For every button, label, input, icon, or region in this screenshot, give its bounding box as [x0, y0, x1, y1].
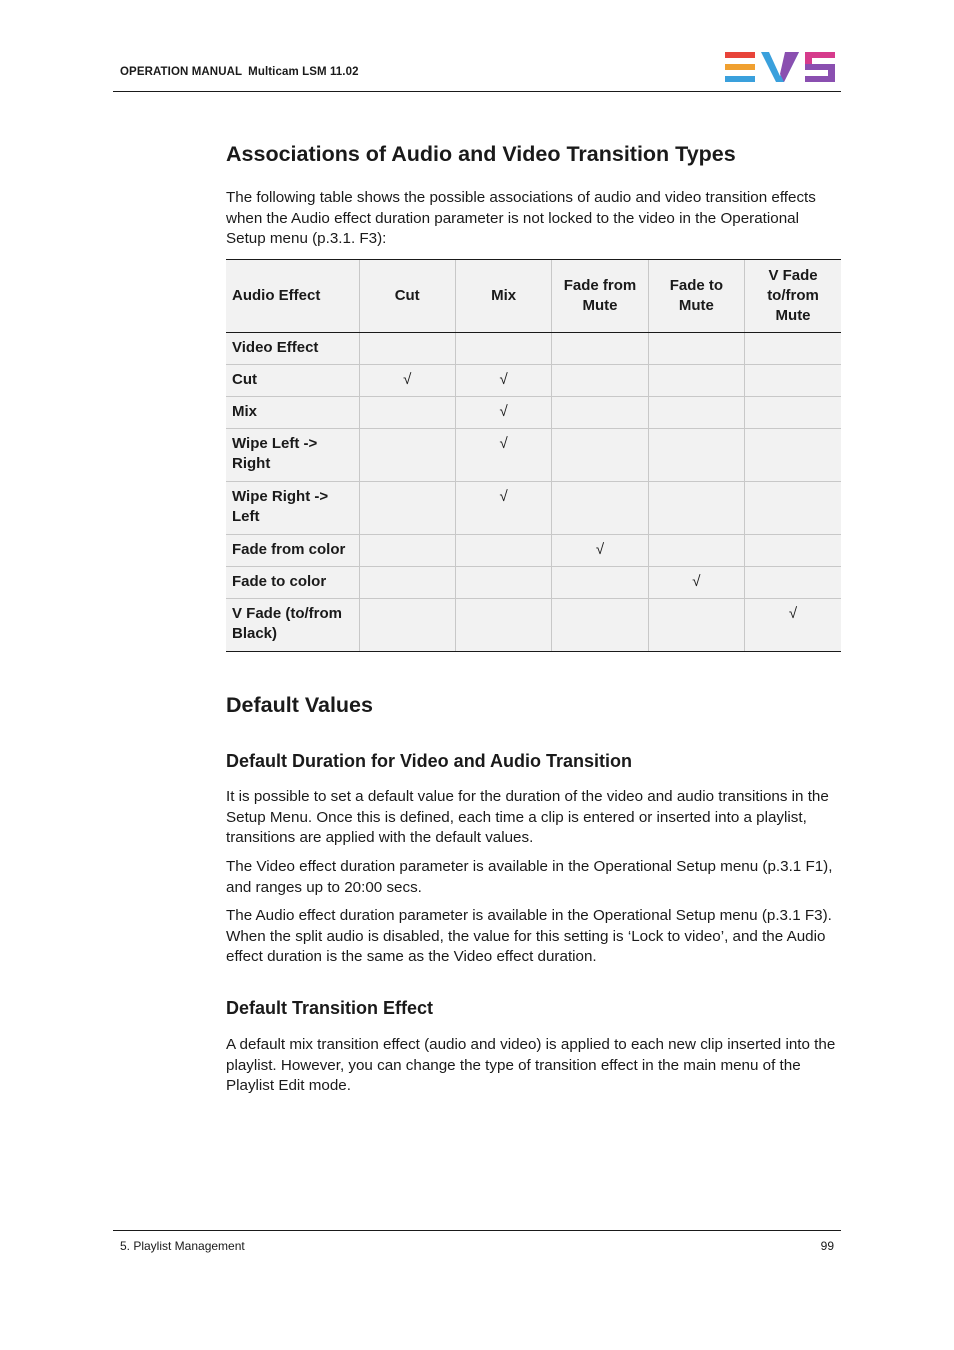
default-transition-paragraph: A default mix transition effect (audio and video) is applied to each new clip inserted into the playlist. However, you can change the type of transition effect in the main menu of the Playlist Edit mode.: [226, 1036, 836, 1094]
table-cell: [552, 429, 648, 482]
section-title-associations: Associations of Audio and Video Transition Types: [226, 142, 736, 166]
table-cell: [745, 535, 841, 567]
table-row: [226, 482, 841, 535]
table-cell: [648, 482, 744, 535]
associations-intro: The following table shows the possible associations of audio and video transition effects when the Audio effect duration parameter is not locked to the video in the Operational Setup menu (p.3.1. F3):: [226, 189, 816, 247]
table-cell: [455, 333, 551, 365]
table-cell: [745, 397, 841, 429]
table-cell: √: [455, 365, 551, 397]
table-cell: [648, 599, 744, 652]
manual-label: OPERATION MANUAL: [120, 66, 243, 78]
table-cell: [552, 567, 648, 599]
table-row: [226, 567, 841, 599]
table-cell: [359, 567, 455, 599]
table-cell: [455, 599, 551, 652]
table-cell: [745, 365, 841, 397]
table-cell: √: [455, 482, 551, 535]
table-cell: [552, 599, 648, 652]
table-row: [226, 397, 841, 429]
table-cell: [455, 567, 551, 599]
default-duration-paragraph-1: It is possible to set a default value for the duration of the video and audio transitions in the Setup Menu. Once this is defined, each time a clip is entered or inserted into a playlist, transitions are applied with the default values.: [226, 788, 829, 846]
row-label: Fade to color: [226, 567, 359, 599]
table-cell: [359, 333, 455, 365]
table-cell: [745, 567, 841, 599]
table-header-cell: Fade to Mute: [648, 260, 744, 333]
table-cell: [552, 333, 648, 365]
page-header: [113, 0, 841, 92]
table-cell: [359, 482, 455, 535]
table-cell: [648, 429, 744, 482]
row-label: Wipe Right -> Left: [226, 482, 359, 535]
table-cell: √: [648, 567, 744, 599]
row-label: V Fade (to/from Black): [226, 599, 359, 652]
default-duration-paragraph-3: The Audio effect duration parameter is available in the Operational Setup menu (p.3.1 F3). When the split audio is disabled, the value for this setting is ‘Lock to video’, and the Audio effect duration is the same as the Video effect duration.: [226, 907, 832, 965]
table-row: [226, 599, 841, 652]
evs-logo: [725, 52, 835, 82]
table-header-cell: Cut: [359, 260, 455, 333]
footer-chapter: 5. Playlist Management: [120, 1239, 245, 1253]
subsection-title-default-duration: Default Duration for Video and Audio Transition: [226, 751, 633, 771]
default-duration-paragraph-2: The Video effect duration parameter is available in the Operational Setup menu (p.3.1 F1), and ranges up to 20:00 secs.: [226, 858, 833, 896]
product-name: Multicam LSM 11.02: [248, 66, 359, 78]
table-cell: [745, 429, 841, 482]
table-row: [226, 333, 841, 365]
subsection-title-default-transition: Default Transition Effect: [226, 998, 434, 1018]
table-cell: √: [455, 429, 551, 482]
table-cell: √: [745, 599, 841, 652]
table-cell: [552, 365, 648, 397]
table-row: [226, 535, 841, 567]
table-row: [226, 429, 841, 482]
table-cell: [745, 333, 841, 365]
table-cell: [648, 535, 744, 567]
header-title: [120, 66, 359, 78]
table-cell: [552, 397, 648, 429]
table-cell: √: [552, 535, 648, 567]
table-header-row: [226, 260, 841, 333]
table-header-cell: Fade from Mute: [552, 260, 648, 333]
table-cell: √: [359, 365, 455, 397]
page-footer: [113, 1230, 841, 1253]
table-cell: [648, 365, 744, 397]
table-cell: [359, 535, 455, 567]
section-title-default-values: Default Values: [226, 693, 373, 717]
table-header-cell: Mix: [455, 260, 551, 333]
table-cell: [552, 482, 648, 535]
footer-page-number: 99: [820, 1239, 834, 1253]
table-cell: [359, 429, 455, 482]
table-header-cell: V Fade to/from Mute: [745, 260, 841, 333]
table-row: [226, 365, 841, 397]
table-cell: [648, 397, 744, 429]
table-cell: [359, 397, 455, 429]
row-label: Cut: [226, 365, 359, 397]
table-cell: [359, 599, 455, 652]
row-label: Wipe Left -> Right: [226, 429, 359, 482]
table-cell: √: [455, 397, 551, 429]
row-label: Mix: [226, 397, 359, 429]
transition-association-table: [226, 259, 841, 652]
table-cell: [455, 535, 551, 567]
row-label: Fade from color: [226, 535, 359, 567]
table-cell: [745, 482, 841, 535]
table-header-cell: Audio Effect: [226, 260, 359, 333]
table-cell: [648, 333, 744, 365]
row-label: Video Effect: [226, 333, 359, 365]
